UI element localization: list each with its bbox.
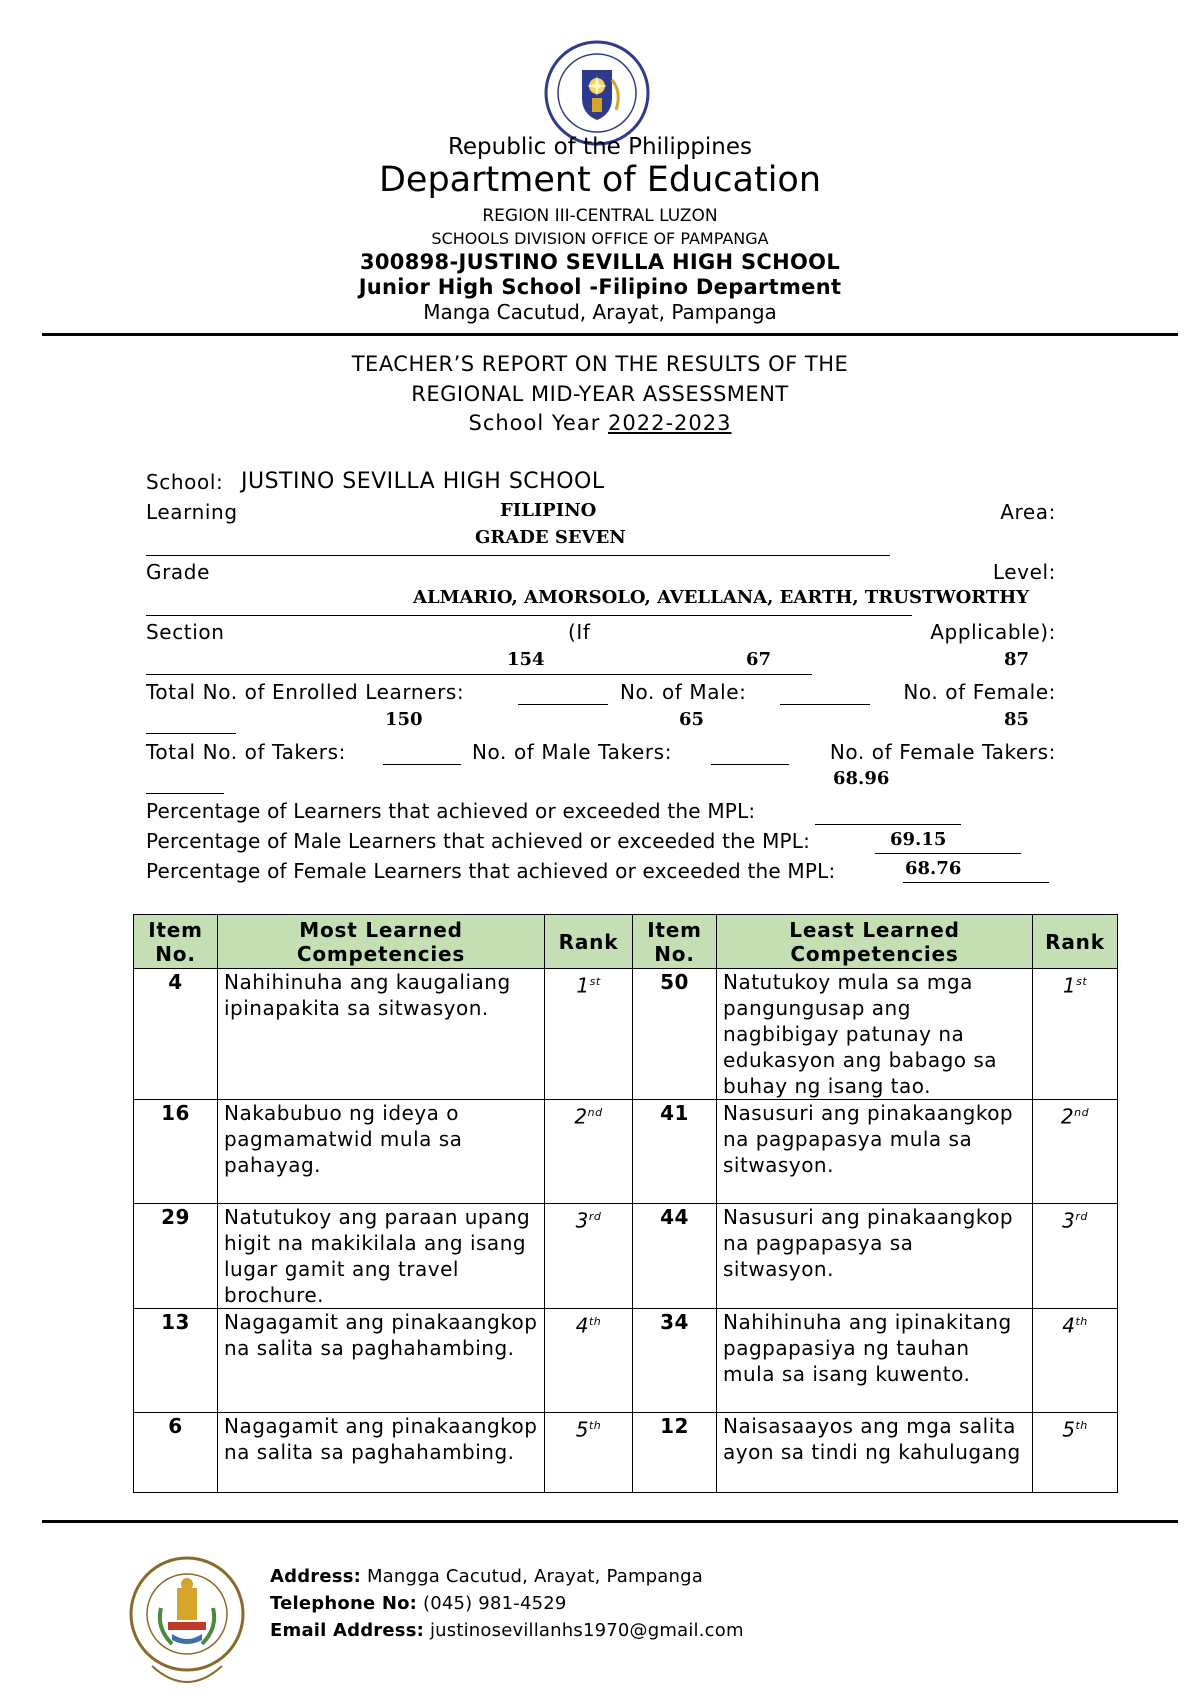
takers-male-blank [711, 764, 789, 765]
least-rank: 3rd [1033, 1204, 1118, 1309]
total-enrolled-label: Total No. of Enrolled Learners: [146, 680, 465, 704]
pct-female-label: Percentage of Female Learners that achieved or exceeded the MPL: [146, 859, 836, 883]
most-competency: Natutukoy ang paraan upang higit na makikilala ang isang lugar gamit ang travel brochure. [218, 1204, 545, 1309]
most-item-no: 29 [134, 1204, 218, 1309]
takers-female-blank [146, 793, 224, 794]
most-rank: 4th [545, 1309, 633, 1413]
table-row [134, 1100, 1118, 1204]
deped-seal [544, 40, 650, 146]
most-competency: Nagagamit ang pinakaangkop na salita sa paghahambing. [218, 1309, 545, 1413]
section-label: Section [146, 620, 225, 644]
least-competency: Natutukoy mula sa mga pangungusap ang nagbibigay patunay na edukasyon ang babago sa buhay ng isang tao. [717, 969, 1033, 1100]
division-line: SCHOOLS DIVISION OFFICE OF PAMPANGA [431, 229, 769, 248]
takers-female-value: 85 [1004, 709, 1030, 730]
header-item-no: Item No. [134, 915, 218, 969]
footer-email: Email Address: justinosevillanhs1970@gmail.com [270, 1620, 744, 1641]
most-rank: 1st [545, 969, 633, 1100]
most-rank: 2nd [545, 1100, 633, 1204]
female-takers-label: No. of Female Takers: [829, 740, 1056, 764]
header-item-no: Item No. [633, 915, 717, 969]
report-title-line1: TEACHER’S REPORT ON THE RESULTS OF THE [351, 352, 849, 376]
grade-level-underline [146, 615, 912, 616]
female-label: No. of Female: [903, 680, 1056, 704]
most-item-no: 16 [134, 1100, 218, 1204]
pct-male-label: Percentage of Male Learners that achieved or exceeded the MPL: [146, 829, 811, 853]
applicable-label: Applicable): [930, 620, 1056, 644]
takers-total-blank [383, 764, 461, 765]
learning-label: Learning [146, 500, 238, 524]
most-competency: Nagagamit ang pinakaangkop na salita sa paghahambing. [218, 1413, 545, 1493]
pct-male-value: 69.15 [890, 829, 947, 850]
least-item-no: 50 [633, 969, 717, 1100]
least-rank: 1st [1033, 969, 1118, 1100]
takers-male-value: 65 [679, 709, 705, 730]
most-competency: Nakabubuo ng ideya o pagmamatwid mula sa pahayag. [218, 1100, 545, 1204]
learning-area-value: FILIPINO [500, 500, 597, 521]
least-rank: 2nd [1033, 1100, 1118, 1204]
most-item-no: 13 [134, 1309, 218, 1413]
school-value: JUSTINO SEVILLA HIGH SCHOOL [241, 469, 605, 494]
least-rank: 5th [1033, 1413, 1118, 1493]
enrolled-total-value: 154 [507, 649, 545, 670]
grade-value: GRADE SEVEN [475, 527, 626, 548]
enrolled-female-value: 87 [1004, 649, 1030, 670]
header-divider [42, 333, 1178, 336]
grade-label: Grade [146, 560, 210, 584]
table-row [134, 1204, 1118, 1309]
school-year-label: School Year [468, 411, 601, 435]
least-competency: Nahihinuha ang ipinakitang pagpapasiya ng tauhan mula sa isang kuwento. [717, 1309, 1033, 1413]
section-value: ALMARIO, AMORSOLO, AVELLANA, EARTH, TRUSTWORTHY [413, 587, 1030, 608]
report-title-line2: REGIONAL MID-YEAR ASSESSMENT [411, 382, 789, 406]
least-item-no: 41 [633, 1100, 717, 1204]
pct-female-blank [903, 882, 1049, 883]
if-label: (If [568, 620, 591, 644]
region-line: REGION III-CENTRAL LUZON [482, 206, 718, 226]
school-year-line [0, 411, 1200, 435]
table-row [134, 1309, 1118, 1413]
school-seal [128, 1548, 246, 1696]
total-takers-label: Total No. of Takers: [146, 740, 346, 764]
enrolled-male-blank [780, 704, 870, 705]
header-rank: Rank [1033, 915, 1118, 969]
pct-all-value: 68.96 [833, 768, 890, 789]
footer-divider [42, 1520, 1178, 1523]
pct-male-blank [875, 853, 1021, 854]
table-row [134, 969, 1118, 1100]
school-label: School: [146, 470, 224, 494]
male-label: No. of Male: [620, 680, 747, 704]
enrolled-total-blank [518, 704, 608, 705]
most-rank: 5th [545, 1413, 633, 1493]
male-takers-label: No. of Male Takers: [472, 740, 673, 764]
address-line: Manga Cacutud, Arayat, Pampanga [423, 300, 777, 324]
pct-all-blank [815, 824, 961, 825]
least-competency: Nasusuri ang pinakaangkop na pagpapasya mula sa sitwasyon. [717, 1100, 1033, 1204]
most-competency: Nahihinuha ang kaugaliang ipinapakita sa sitwasyon. [218, 969, 545, 1100]
area-label: Area: [1000, 500, 1056, 524]
least-item-no: 34 [633, 1309, 717, 1413]
enrolled-female-blank [146, 733, 236, 734]
section-underline [146, 674, 812, 675]
department-line: Department of Education [378, 160, 822, 200]
most-rank: 3rd [545, 1204, 633, 1309]
enrolled-male-value: 67 [746, 649, 772, 670]
pct-female-value: 68.76 [905, 858, 962, 879]
department-unit-line: Junior High School -Filipino Department [358, 275, 842, 299]
learning-area-underline [146, 555, 890, 556]
least-item-no: 12 [633, 1413, 717, 1493]
competencies-table [133, 914, 1118, 1493]
most-item-no: 6 [134, 1413, 218, 1493]
pct-all-label: Percentage of Learners that achieved or exceeded the MPL: [146, 799, 756, 823]
header-least-learned: Least Learned Competencies [717, 915, 1033, 969]
header-rank: Rank [545, 915, 633, 969]
least-competency: Naisasaayos ang mga salita ayon sa tindi ng kahulugang [717, 1413, 1033, 1493]
table-row [134, 1413, 1118, 1493]
republic-line: Republic of the Philippines [447, 134, 753, 160]
school-year-value: 2022-2023 [608, 411, 732, 435]
takers-total-value: 150 [385, 709, 423, 730]
least-item-no: 44 [633, 1204, 717, 1309]
most-item-no: 4 [134, 969, 218, 1100]
footer-telephone: Telephone No: (045) 981-4529 [270, 1593, 567, 1614]
header-most-learned: Most Learned Competencies [218, 915, 545, 969]
least-rank: 4th [1033, 1309, 1118, 1413]
least-competency: Nasusuri ang pinakaangkop na pagpapasya sa sitwasyon. [717, 1204, 1033, 1309]
level-label: Level: [992, 560, 1056, 584]
footer-address: Address: Mangga Cacutud, Arayat, Pampanga [270, 1566, 704, 1587]
school-line: 300898-JUSTINO SEVILLA HIGH SCHOOL [359, 250, 841, 274]
